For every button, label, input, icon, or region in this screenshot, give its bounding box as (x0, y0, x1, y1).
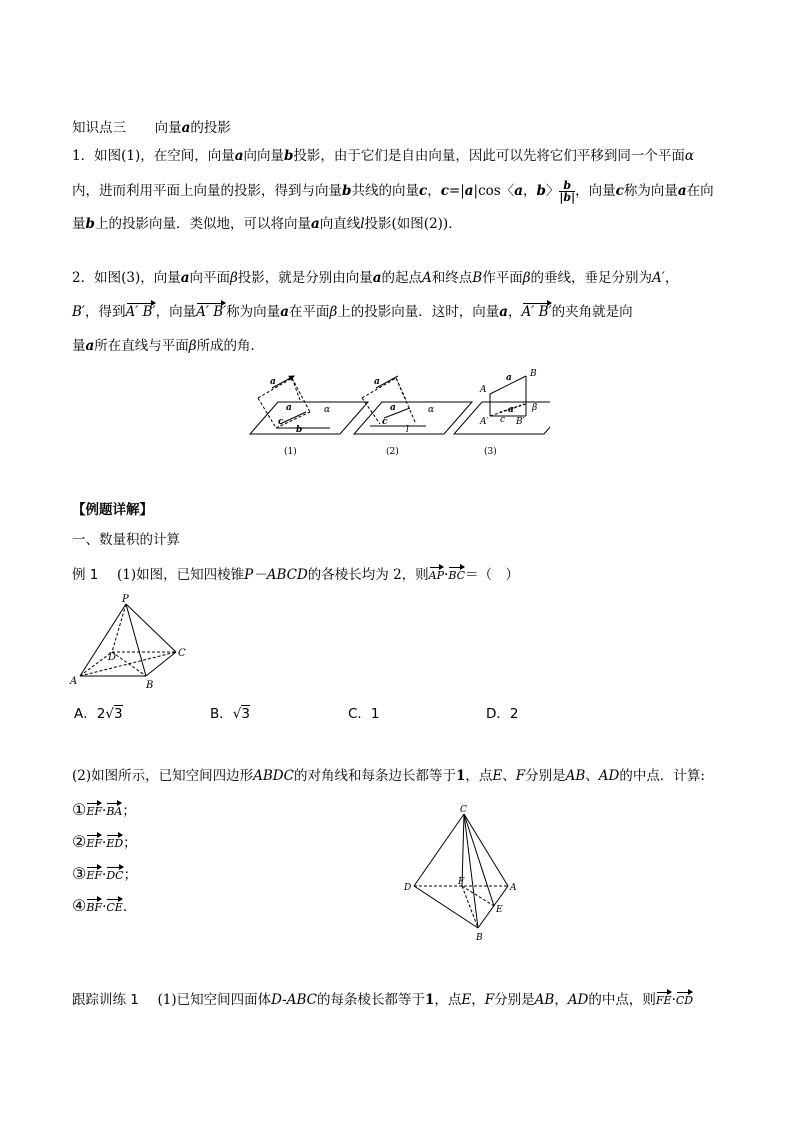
option-d[interactable]: D．2 (486, 706, 519, 722)
tetrahedron-figure (398, 800, 528, 945)
fig3-label-Ap: A′ (480, 417, 489, 427)
calc-item-4: ④BF·CE． (72, 896, 136, 918)
p1-line2: 内，进而利用平面上向量的投影，得到与向量b共线的向量c，c=|a|cos〈a，b〉 $\frac{b}{|b|}$ ，向量c称为向量a在向 (72, 179, 714, 204)
fig3-label-B: B (530, 369, 537, 379)
fig3-caption: (3) (484, 447, 497, 457)
p2-line2: B′，得到A′ B′，向量A′ B′称为向量a在平面β上的投影向量．这时，向量a，A′ B′的夹角就是向 (72, 304, 633, 320)
fig1-label-b: b (296, 425, 303, 435)
vector-apbp: A′ B′ (521, 304, 552, 320)
fig3-label-Bp: B′ (516, 417, 525, 427)
fig3-label-a2: a (508, 405, 514, 415)
pyramid-C: C (178, 648, 186, 659)
fraction: $\frac{b}{|b|}$ (559, 179, 576, 204)
pyramid-figure (64, 592, 194, 692)
pyramid-A: A (70, 676, 78, 687)
fig2-label-a: a (374, 377, 380, 387)
vector-bc: BC (448, 566, 465, 586)
fig3-label-c: c (500, 415, 506, 425)
vector-ap: AP (429, 566, 444, 586)
fig1-caption: (1) (284, 447, 297, 457)
fig2-label-c: c (382, 417, 388, 427)
heading-label: 知识点三 (72, 120, 126, 136)
fig2-label-a2: a (390, 403, 396, 413)
option-c[interactable]: C．1 (348, 706, 380, 722)
p2-line3: 量a所在直线与平面β所成的角． (72, 338, 265, 354)
fig1-label-a2: a (286, 403, 292, 413)
p2-line1: 2．如图(3)，向量a向平面β投影，就是分别由向量a的起点A和终点B作平面β的垂线，垂足分别为A′， (72, 270, 679, 286)
example1-question: 例 1 (1)如图，已知四棱锥P－ABCD的各棱长均为 2，则AP·BC＝（ ） (72, 565, 519, 586)
fig2-caption: (2) (386, 447, 399, 457)
fig3-label-beta: β (532, 403, 538, 413)
heading-var: a (181, 120, 191, 136)
pyramid-P: P (122, 594, 129, 605)
pyramid-D: D (108, 652, 117, 663)
examples-header: 【例题详解】 (72, 502, 153, 518)
section-heading (72, 118, 231, 138)
example1-part2: (2)如图所示，已知空间四边形ABDC的对角线和每条边长都等于1，点E、F分别是AB、AD的中点．计算: (72, 768, 705, 784)
fig3-label-a: a (506, 373, 512, 383)
calc-item-3: ③EF·DC； (72, 864, 137, 886)
tetra-D: D (404, 883, 412, 893)
option-a[interactable]: A．2√3 (74, 706, 123, 722)
tetra-F: F (458, 877, 465, 887)
fig2-label-l: l (406, 425, 409, 435)
projection-figures (240, 368, 550, 458)
vector-apbp: A′ B′ (196, 304, 227, 320)
fig1-label-c: c (278, 417, 284, 427)
fig1-label-a: a (270, 377, 276, 387)
heading-title: 向量 (154, 120, 182, 136)
calc-item-1: ①EF·BA； (72, 800, 136, 822)
pyramid-B: B (146, 680, 154, 691)
vector-apbp: A′ B′ (125, 304, 156, 320)
calc-item-2: ②EF·ED； (72, 832, 137, 854)
fig2-label-alpha: α (428, 405, 435, 415)
examples-subheader: 一、数量积的计算 (72, 532, 180, 548)
follow-training: 跟踪训练 1 (1)已知空间四面体D-ABC的每条棱长都等于1，点E，F分别是AB，AD的中点，则FE·CD (72, 990, 693, 1011)
fig3-label-A: A (480, 385, 487, 395)
fig1-label-alpha: α (324, 405, 331, 415)
tetra-C: C (460, 805, 467, 815)
p1-line1: 1．如图(1)，在空间，向量a向向量b投影，由于它们是自由向量，因此可以先将它们平移到同一个平面α (72, 148, 695, 164)
tetra-E: E (496, 905, 503, 915)
heading-suffix: 的投影 (190, 120, 231, 136)
tetra-A: A (510, 883, 517, 893)
option-b[interactable]: B．√3 (210, 706, 250, 722)
tetra-B: B (476, 933, 483, 943)
p1-line3: 量b上的投影向量．类似地，可以将向量a向直线l投影(如图(2))． (72, 216, 462, 232)
